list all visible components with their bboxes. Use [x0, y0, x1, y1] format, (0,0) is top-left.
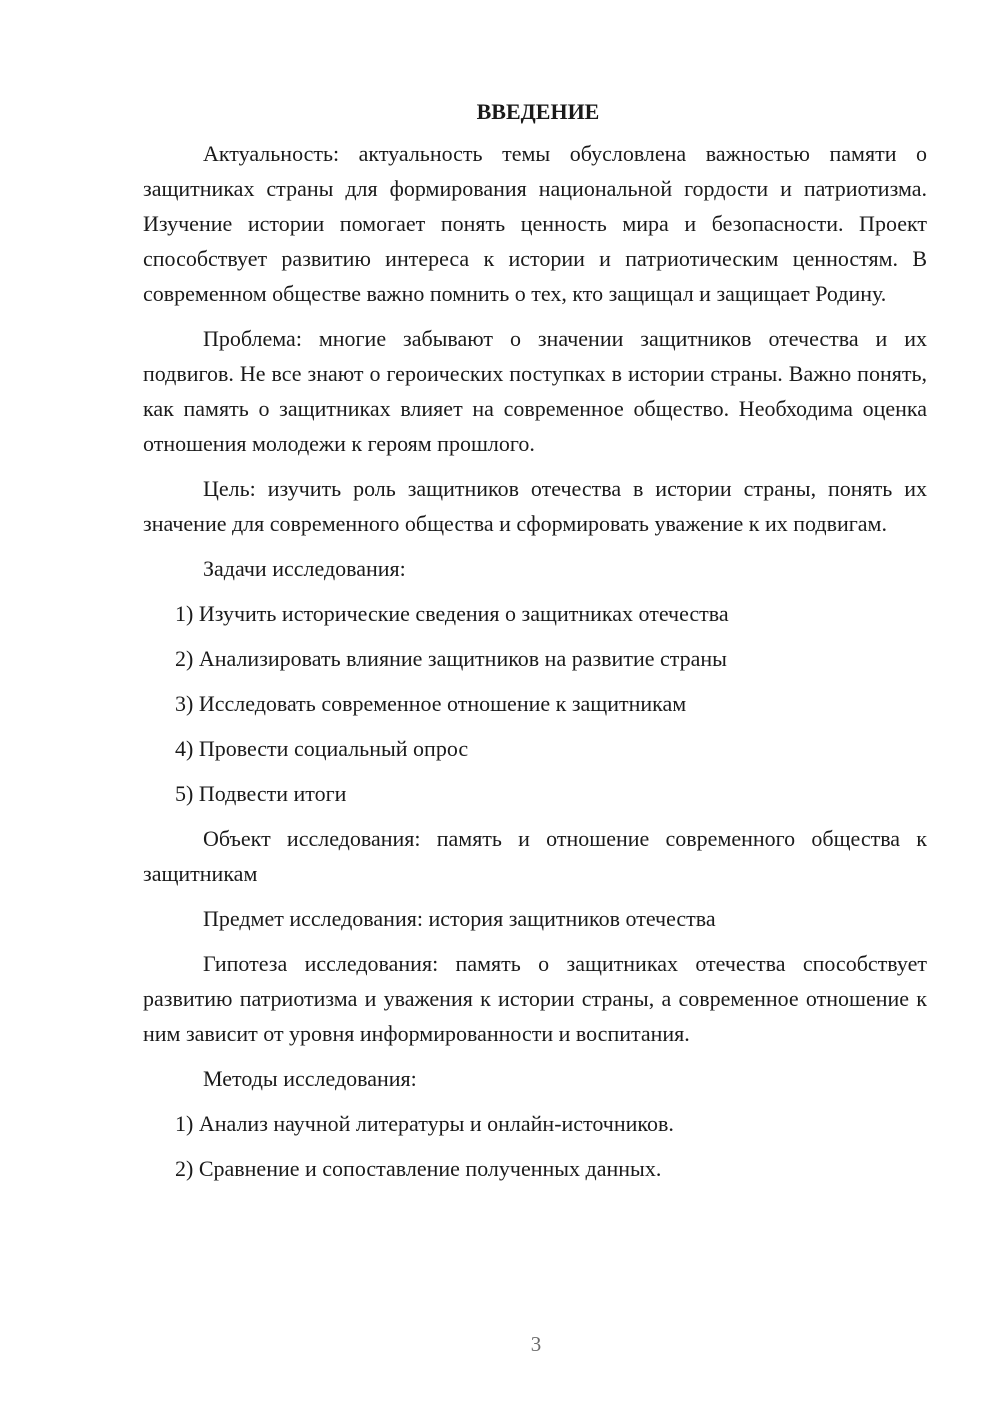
tasks-list: [143, 596, 927, 811]
task-item: 2) Анализировать влияние защитников на развитие страны: [175, 646, 727, 671]
object-paragraph: Объект исследования: память и отношение современного общества к защитникам: [143, 826, 927, 886]
page-title: ВВЕДЕНИЕ: [476, 99, 600, 124]
relevance-paragraph: Актуальность: актуальность темы обусловлена важностью памяти о защитниках страны для формирования национальной гордости и патриотизма. Изучение истории помогает понять ценность мира и безопасности. Проект способствует развитию интереса к истории и патриотическим ценностям. В современном обществе важно помнить о тех, кто защищал и защищает Родину.: [143, 141, 927, 306]
methods-list: [143, 1106, 927, 1186]
task-item: 1) Изучить исторические сведения о защитниках отечества: [175, 601, 729, 626]
method-item: 2) Сравнение и сопоставление полученных данных.: [175, 1156, 662, 1181]
task-item: 5) Подвести итоги: [175, 781, 347, 806]
page-content: [143, 94, 927, 1196]
task-item: 3) Исследовать современное отношение к защитникам: [175, 691, 687, 716]
problem-paragraph: Проблема: многие забывают о значении защитников отечества и их подвигов. Не все знают о героических поступках в истории страны. Важно понять, как память о защитниках влияет на современное общество. Необходима оценка отношения молодежи к героям прошлого.: [143, 326, 927, 456]
hypothesis-paragraph: Гипотеза исследования: память о защитниках отечества способствует развитию патриотизма и уважения к истории страны, а современное отношение к ним зависит от уровня информированности и воспитания.: [143, 951, 927, 1046]
subject-paragraph: Предмет исследования: история защитников отечества: [203, 906, 716, 931]
methods-heading: Методы исследования:: [203, 1066, 417, 1091]
method-item: 1) Анализ научной литературы и онлайн-источников.: [175, 1111, 674, 1136]
task-item: 4) Провести социальный опрос: [175, 736, 469, 761]
page-number: 3: [530, 1332, 542, 1356]
tasks-heading: Задачи исследования:: [203, 556, 406, 581]
goal-paragraph: Цель: изучить роль защитников отечества в истории страны, понять их значение для современного общества и сформировать уважение к их подвигам.: [143, 476, 927, 536]
